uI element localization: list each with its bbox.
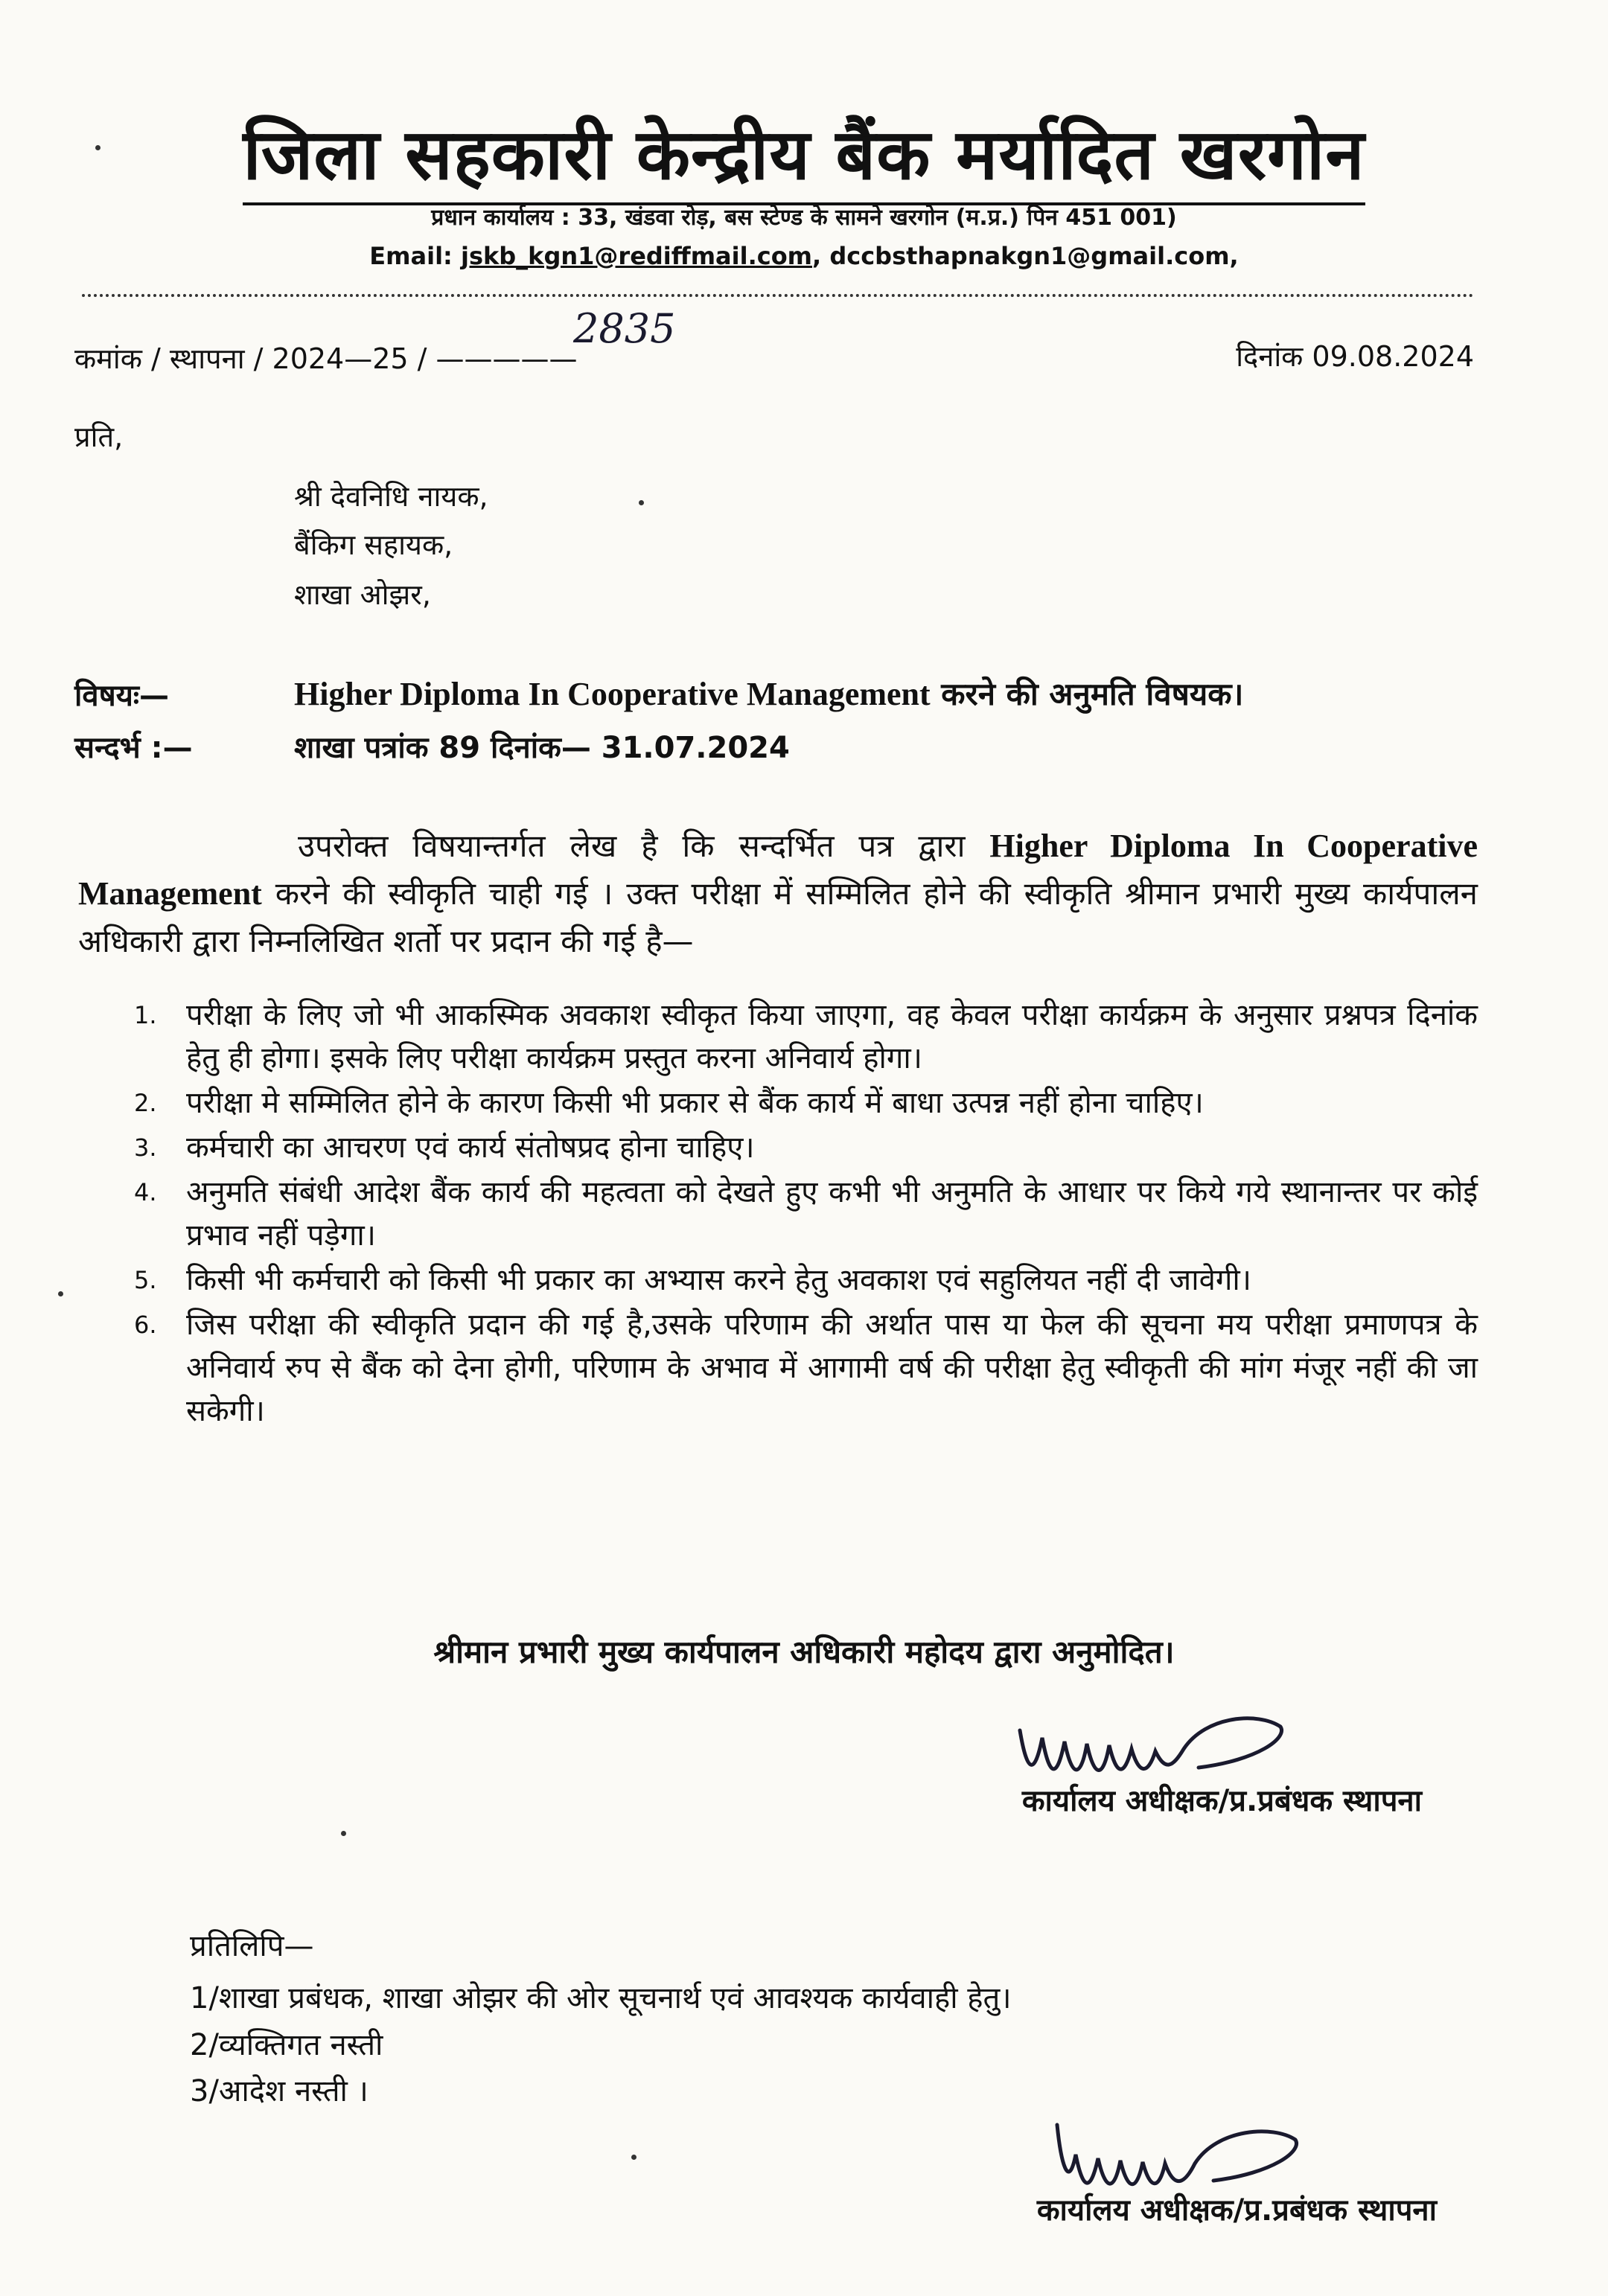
condition-text: परीक्षा के लिए जो भी आकस्मिक अवकाश स्वीकृत किया जाएगा, वह केवल परीक्षा कार्यक्रम के अनुसार प्रश्नपत्र दिनांक हेतु ही होगा। इसके लिए परीक्षा कार्यक्रम प्रस्तुत करना अनिवार्य होगा। [186, 998, 1478, 1075]
recipient-branch: शाखा ओझर, [294, 578, 431, 611]
condition-number: 3. [134, 1133, 157, 1162]
handwritten-reference-number: 2835 [573, 305, 676, 352]
condition-item [115, 994, 1478, 1080]
email-secondary: , dccbsthapnakgn1@gmail.com, [812, 242, 1239, 270]
signatory-designation-2: कार्यालय अधीक्षक/प्र.प्रबंधक स्थापना [1036, 2193, 1437, 2228]
email-label: Email: [369, 242, 453, 270]
reference-label: सन्दर्भ :— [74, 731, 193, 765]
subject-label: विषयः— [74, 679, 169, 713]
body-part-3: करने की स्वीकृति चाही गई । उक्त परीक्षा में सम्मिलित होने की स्वीकृति श्रीमान प्रभारी मुख्य कार्यपालन अधिकारी द्वारा निम्नलिखित शर्तो पर प्रदान की गई है— [78, 875, 1478, 959]
scan-speck [341, 1831, 346, 1836]
scan-speck [58, 1291, 63, 1296]
condition-number: 1. [134, 1001, 157, 1029]
header-divider [82, 294, 1474, 297]
office-address: प्रधान कार्यालय : 33, खंडवा रोड़, बस स्टेण्ड के सामने खरगोन (म.प्र.) पिन 451 001) [431, 205, 1177, 231]
condition-text: परीक्षा मे सम्मिलित होने के कारण किसी भी प्रकार से बैंक कार्य में बाधा उत्पन्न नहीं होना चाहिए। [186, 1086, 1204, 1120]
letterhead-title [0, 104, 1608, 205]
condition-item [115, 1303, 1478, 1433]
copy-item: 1/शाखा प्रबंधक, शाखा ओझर की ओर सूचनार्थ एवं आवश्यक कार्यवाही हेतु। [190, 1981, 1012, 2015]
copies-heading: प्रतिलिपि— [190, 1929, 314, 1963]
condition-item [115, 1081, 1478, 1125]
body-paragraph [78, 822, 1478, 965]
condition-number: 5. [134, 1266, 157, 1294]
condition-text: अनुमति संबंधी आदेश बैंक कार्य की महत्वता को देखते हुए कभी भी अनुमति के आधार पर किये गये स्थानान्तर पर कोई प्रभाव नहीं पड़ेगा। [186, 1175, 1478, 1253]
recipient-designation: बैंकिग सहायक, [294, 528, 453, 561]
letter-date: दिनांक 09.08.2024 [1236, 340, 1474, 373]
conditions-list [115, 994, 1478, 1434]
condition-number: 6. [134, 1311, 157, 1339]
condition-text: जिस परीक्षा की स्वीकृति प्रदान की गई है,उसके परिणाम की अर्थात पास या फेल की सूचना मय परीक्षा प्रमाणपत्र के अनिवार्य रुप से बैंक को देना होगी, परिणाम के अभाव में आगामी वर्ष की परीक्षा हेतु स्वीकृती की मांग मंजूर नहीं की जा सकेगी। [186, 1308, 1478, 1428]
copy-item: 3/आदेश नस्ती । [190, 2074, 368, 2108]
condition-text: कर्मचारी का आचरण एवं कार्य संतोषप्रद होना चाहिए। [186, 1131, 755, 1165]
recipient-salutation: प्रति, [74, 420, 124, 453]
subject-text-english: Higher Diploma In Cooperative Management [294, 676, 931, 712]
condition-number: 4. [134, 1178, 157, 1206]
scan-speck [631, 2155, 636, 2160]
letter-reference-number: कमांक / स्थापना / 2024—25 / ————— [74, 342, 578, 375]
condition-item [115, 1126, 1478, 1169]
condition-text: किसी भी कर्मचारी को किसी भी प्रकार का अभ्यास करने हेतु अवकाश एवं सहुलियत नहीं दी जावेगी। [186, 1263, 1251, 1297]
scan-speck [95, 145, 100, 150]
subject-text-hindi: करने की अनुमति विषयक। [930, 676, 1244, 712]
bank-name: जिला सहकारी केन्द्रीय बैंक मर्यादित खरगोन [243, 104, 1365, 205]
signature-icon [1012, 1708, 1295, 1790]
approval-statement: श्रीमान प्रभारी मुख्य कार्यपालन अधिकारी महोदय द्वारा अनुमोदित। [433, 1634, 1175, 1670]
recipient-name: श्री देवनिधि नायक, [294, 480, 488, 513]
condition-number: 2. [134, 1089, 157, 1117]
body-part-1: उपरोक्त विषयान्तर्गत लेख है कि सन्दर्भित पत्र द्वारा [298, 828, 990, 864]
condition-item [115, 1259, 1478, 1302]
scan-speck [639, 500, 644, 505]
condition-item [115, 1171, 1478, 1257]
reference-text: शाखा पत्रांक 89 दिनांक— 31.07.2024 [294, 731, 790, 765]
subject-text [294, 672, 1243, 714]
copy-item: 2/व्यक्तिगत नस्ती [190, 2028, 383, 2062]
body-part-english: Higher Diploma In Cooperative Management [78, 828, 1478, 912]
email-line [0, 242, 1608, 270]
email-primary: jskb_kgn1@rediffmail.com [460, 242, 813, 270]
signatory-designation: कार्यालय अधीक्षक/प्र.प्रबंधक स्थापना [1021, 1784, 1422, 1818]
